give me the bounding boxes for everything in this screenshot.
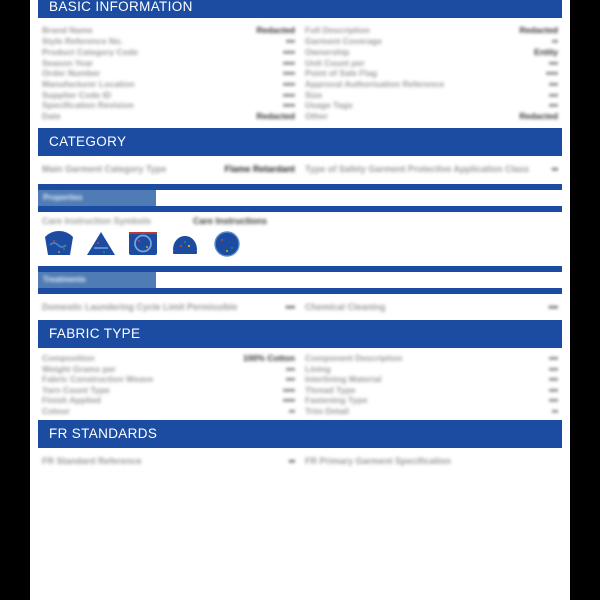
row-value: ••• bbox=[548, 302, 558, 313]
table-row bbox=[305, 36, 558, 47]
row-label: Weight Grams per bbox=[42, 363, 116, 374]
subsection-tab-row bbox=[38, 272, 562, 288]
table-row bbox=[305, 163, 558, 176]
row-value: ••• bbox=[548, 374, 558, 385]
row-value: •••• bbox=[282, 384, 295, 395]
row-value: ••• bbox=[285, 36, 295, 47]
row-label: FR Standard Reference bbox=[42, 455, 142, 466]
row-label: Thread Type bbox=[305, 384, 356, 395]
table-row bbox=[42, 455, 295, 468]
table-row bbox=[42, 57, 295, 68]
row-label: Component Description bbox=[305, 353, 403, 364]
care-instructions-heading: Care Instructions bbox=[193, 216, 268, 227]
row-value: •••• bbox=[282, 78, 295, 89]
fr-standards-left-column bbox=[42, 455, 295, 468]
row-value: •••• bbox=[282, 89, 295, 100]
row-value: 100% Cotton bbox=[242, 353, 295, 364]
iron-care-icon[interactable] bbox=[168, 228, 202, 258]
row-label: Usage Tags bbox=[305, 100, 353, 111]
section-header-fr-standards: FR STANDARDS bbox=[38, 420, 562, 448]
row-value: ••• bbox=[285, 302, 295, 313]
fabric-type-left-column bbox=[42, 353, 295, 416]
table-row bbox=[305, 46, 558, 57]
row-value: Redacted bbox=[519, 111, 558, 122]
row-value: •• bbox=[551, 405, 558, 416]
tumble-dry-care-icon[interactable] bbox=[126, 228, 160, 258]
row-value: Redacted bbox=[519, 25, 558, 36]
row-label: Order Number bbox=[42, 68, 101, 79]
table-row bbox=[42, 384, 295, 395]
table-row bbox=[42, 301, 295, 314]
row-value: ••• bbox=[548, 363, 558, 374]
fr-standards-rows bbox=[38, 448, 562, 468]
table-row bbox=[42, 25, 295, 36]
row-value: ••• bbox=[285, 363, 295, 374]
row-value: •••• bbox=[282, 57, 295, 68]
specification-sheet bbox=[30, 0, 570, 600]
row-label: Yarn Count Type bbox=[42, 384, 110, 395]
table-row bbox=[42, 363, 295, 374]
table-row bbox=[305, 353, 558, 364]
table-row bbox=[305, 301, 558, 314]
row-label: Style Reference No. bbox=[42, 36, 123, 47]
row-value: Redacted bbox=[256, 25, 295, 36]
row-value: Flame Retardant bbox=[224, 163, 295, 174]
row-value: •••• bbox=[282, 395, 295, 406]
care-symbol-strip bbox=[38, 227, 562, 263]
row-value: •••• bbox=[545, 68, 558, 79]
sheet-inner bbox=[38, 0, 562, 468]
row-label: Supplier Code ID bbox=[42, 89, 112, 100]
table-row bbox=[305, 111, 558, 122]
basic-information-right-column bbox=[305, 25, 558, 122]
subsection-tab-label: Properties bbox=[43, 193, 83, 203]
row-label: Unit Count per bbox=[305, 57, 365, 68]
row-label: Interlining Material bbox=[305, 374, 382, 385]
row-value: •••• bbox=[282, 100, 295, 111]
subsection-tab-row bbox=[38, 190, 562, 206]
category-right-column bbox=[305, 163, 558, 176]
subsection-treatments[interactable] bbox=[38, 266, 562, 294]
table-row bbox=[305, 100, 558, 111]
row-value: Redacted bbox=[256, 111, 295, 122]
basic-information-left-column bbox=[42, 25, 295, 122]
row-label: FR Primary Garment Specification bbox=[305, 455, 452, 466]
row-label: Composition bbox=[42, 353, 95, 364]
care-instruction-headings bbox=[38, 212, 562, 227]
table-row bbox=[305, 455, 558, 468]
row-label: Fabric Construction Weave bbox=[42, 374, 154, 385]
wash-care-icon[interactable] bbox=[42, 228, 76, 258]
bleach-care-icon[interactable] bbox=[84, 228, 118, 258]
row-value: •• bbox=[288, 405, 295, 416]
row-label: Garment Coverage bbox=[305, 36, 382, 47]
row-label: Full Description bbox=[305, 25, 370, 36]
table-row bbox=[42, 89, 295, 100]
table-row bbox=[305, 57, 558, 68]
table-row bbox=[305, 89, 558, 100]
dry-clean-care-icon[interactable] bbox=[210, 228, 244, 258]
fabric-type-rows bbox=[38, 348, 562, 420]
table-row bbox=[42, 405, 295, 416]
basic-information-rows bbox=[38, 18, 562, 128]
row-value: Entity bbox=[534, 46, 558, 57]
row-label: Chemical Cleaning bbox=[305, 302, 386, 313]
row-label: Ownership bbox=[305, 46, 350, 57]
row-label: Size bbox=[305, 89, 323, 100]
table-row bbox=[305, 363, 558, 374]
row-value: ••• bbox=[548, 100, 558, 111]
table-row bbox=[42, 46, 295, 57]
row-label: Colour bbox=[42, 405, 70, 416]
category-rows bbox=[38, 156, 562, 182]
row-label: Point of Sale Flag bbox=[305, 68, 378, 79]
row-label: Finish Applied bbox=[42, 395, 101, 406]
row-value: •••• bbox=[282, 68, 295, 79]
row-value: ••• bbox=[548, 78, 558, 89]
section-header-fabric-type: FABRIC TYPE bbox=[38, 320, 562, 348]
table-row bbox=[42, 353, 295, 364]
subsection-tab-label: Treatments bbox=[43, 275, 86, 285]
table-row bbox=[42, 68, 295, 79]
laundering-rows bbox=[38, 294, 562, 320]
row-label: Brand Name bbox=[42, 25, 93, 36]
table-row bbox=[305, 405, 558, 416]
row-label: Season Year bbox=[42, 57, 93, 68]
row-label: Trim Detail bbox=[305, 405, 349, 416]
row-value: ••• bbox=[548, 57, 558, 68]
row-label: Fastening Type bbox=[305, 395, 368, 406]
subsection-properties[interactable] bbox=[38, 184, 562, 212]
row-value: ••• bbox=[548, 384, 558, 395]
row-value: •• bbox=[288, 455, 295, 466]
row-value: ••• bbox=[548, 353, 558, 364]
row-value: •• bbox=[551, 36, 558, 47]
laundering-left-column bbox=[42, 301, 295, 314]
row-label: Domestic Laundering Cycle Limit Permissible bbox=[42, 302, 238, 313]
table-row bbox=[305, 68, 558, 79]
table-row bbox=[305, 384, 558, 395]
row-label: Specification Revision bbox=[42, 100, 134, 111]
row-value: •• bbox=[551, 163, 558, 174]
row-value: ••• bbox=[548, 395, 558, 406]
row-label: Date bbox=[42, 111, 61, 122]
fabric-type-right-column bbox=[305, 353, 558, 416]
row-label: Type of Safety Garment Protective Application Class bbox=[305, 163, 530, 174]
row-value: •••• bbox=[282, 46, 295, 57]
table-row bbox=[42, 36, 295, 47]
table-row bbox=[42, 163, 295, 176]
table-row bbox=[305, 395, 558, 406]
table-row bbox=[42, 374, 295, 385]
table-row bbox=[305, 25, 558, 36]
table-row bbox=[42, 100, 295, 111]
row-value: ••• bbox=[285, 374, 295, 385]
table-row bbox=[305, 79, 558, 90]
section-header-category: CATEGORY bbox=[38, 128, 562, 156]
row-label: Lining bbox=[305, 363, 331, 374]
table-row bbox=[305, 374, 558, 385]
row-label: Manufacturer Location bbox=[42, 78, 135, 89]
row-label: Product Category Code bbox=[42, 46, 138, 57]
category-left-column bbox=[42, 163, 295, 176]
fr-standards-right-column bbox=[305, 455, 558, 468]
table-row bbox=[42, 79, 295, 90]
table-row bbox=[42, 395, 295, 406]
section-header-basic-information: BASIC INFORMATION bbox=[38, 0, 562, 18]
table-row bbox=[42, 111, 295, 122]
laundering-right-column bbox=[305, 301, 558, 314]
care-symbols-heading: Care Instruction Symbols bbox=[42, 216, 152, 227]
row-label: Main Garment Category Type bbox=[42, 163, 167, 174]
row-label: Other bbox=[305, 111, 328, 122]
row-label: Approval Authorisation Reference bbox=[305, 78, 445, 89]
row-value: ••• bbox=[548, 89, 558, 100]
